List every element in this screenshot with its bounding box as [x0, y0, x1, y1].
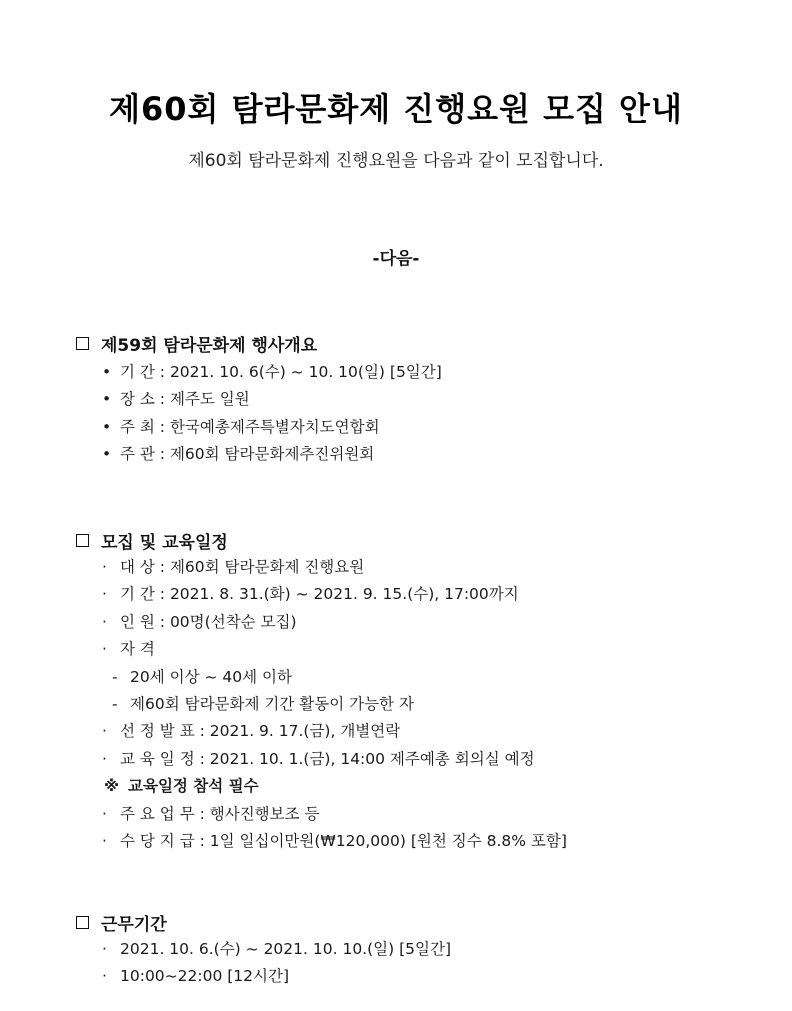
bullet-icon: ·	[102, 612, 107, 631]
list-subitem	[76, 691, 776, 718]
bullet-icon: ·	[102, 585, 107, 604]
bullet-icon: ·	[102, 967, 107, 986]
list-item-text: 주 관 : 제60회 탐라문화제추진위원회	[120, 445, 375, 464]
reference-mark-icon: ※	[104, 777, 120, 796]
section-recruitment-schedule	[76, 526, 776, 855]
bullet-icon: •	[102, 363, 112, 381]
notice-text: 교육일정 참석 필수	[128, 777, 259, 796]
list-item-text: 주 요 업 무 : 행사진행보조 등	[120, 804, 320, 823]
document-title: 제60회 탐라문화제 진행요원 모집 안내	[109, 90, 683, 128]
list-item-text: 선 정 발 표 : 2021. 9. 17.(금), 개별연락	[120, 722, 401, 741]
notice-item	[76, 773, 776, 800]
section-heading	[76, 526, 776, 554]
list-item-text: 제60회 탐라문화제 기간 활동이 가능한 자	[130, 694, 414, 713]
list-item-text: 장 소 : 제주도 일원	[120, 390, 250, 409]
list-item	[76, 359, 776, 386]
checkbox-square-icon	[76, 337, 89, 350]
bullet-icon: ·	[102, 804, 107, 823]
section-heading-text: 제59회 탐라문화제 행사개요	[101, 335, 318, 356]
checkbox-square-icon	[76, 534, 89, 547]
list-item	[76, 828, 776, 855]
list-item-text: 주 최 : 한국예총제주특별자치도연합회	[120, 417, 380, 436]
list-item-text: 기 간 : 2021. 10. 6(수) ~ 10. 10(일) [5일간]	[120, 363, 442, 381]
section-work-period	[76, 908, 776, 991]
checkbox-square-icon	[76, 916, 89, 929]
list-item-text: 20세 이상 ~ 40세 이하	[130, 667, 292, 686]
section-heading	[76, 908, 776, 936]
list-item-text: 자 격	[120, 640, 155, 659]
list-item	[76, 801, 776, 828]
section-heading-text: 근무기간	[101, 914, 167, 935]
document-subtitle: 제60회 탐라문화제 진행요원을 다음과 같이 모집합니다.	[188, 151, 604, 171]
bullet-icon: •	[102, 417, 112, 436]
list-item-text: 대 상 : 제60회 탐라문화제 진행요원	[120, 558, 365, 576]
list-item	[76, 581, 776, 608]
list-item	[76, 554, 776, 581]
list-item	[76, 414, 776, 441]
section-event-overview	[76, 329, 776, 469]
bullet-icon: ·	[102, 831, 107, 850]
list-item	[76, 718, 776, 745]
divider-label: -다음-	[372, 249, 420, 269]
bullet-icon: •	[102, 390, 112, 409]
bullet-icon: •	[102, 445, 112, 464]
list-item	[76, 441, 776, 468]
list-item-text: 기 간 : 2021. 8. 31.(화) ~ 2021. 9. 15.(수), 17:00까지	[120, 585, 519, 604]
bullet-icon: ·	[102, 722, 107, 741]
list-item-text: 교 육 일 정 : 2021. 10. 1.(금), 14:00 제주예총 회의실 예정	[120, 749, 535, 768]
list-subitem	[76, 664, 776, 691]
list-item	[76, 636, 776, 663]
dash-icon: -	[112, 694, 118, 713]
section-heading	[76, 329, 776, 357]
section-heading-text: 모집 및 교육일정	[101, 532, 228, 553]
list-item	[76, 936, 776, 963]
list-item	[76, 386, 776, 413]
list-item	[76, 609, 776, 636]
bullet-icon: ·	[102, 749, 107, 768]
list-item-text: 수 당 지 급 : 1일 일십이만원(₩120,000) [원천 징수 8.8% 포함]	[120, 831, 567, 850]
list-item-text: 2021. 10. 6.(수) ~ 2021. 10. 10.(일) [5일간]	[120, 940, 451, 958]
bullet-icon: ·	[102, 940, 107, 958]
bullet-icon: ·	[102, 640, 107, 659]
dash-icon: -	[112, 667, 118, 686]
list-item	[76, 746, 776, 773]
bullet-icon: ·	[102, 558, 107, 576]
list-item-text: 인 원 : 00명(선착순 모집)	[120, 612, 297, 631]
list-item-text: 10:00~22:00 [12시간]	[120, 967, 290, 986]
list-item	[76, 963, 776, 990]
